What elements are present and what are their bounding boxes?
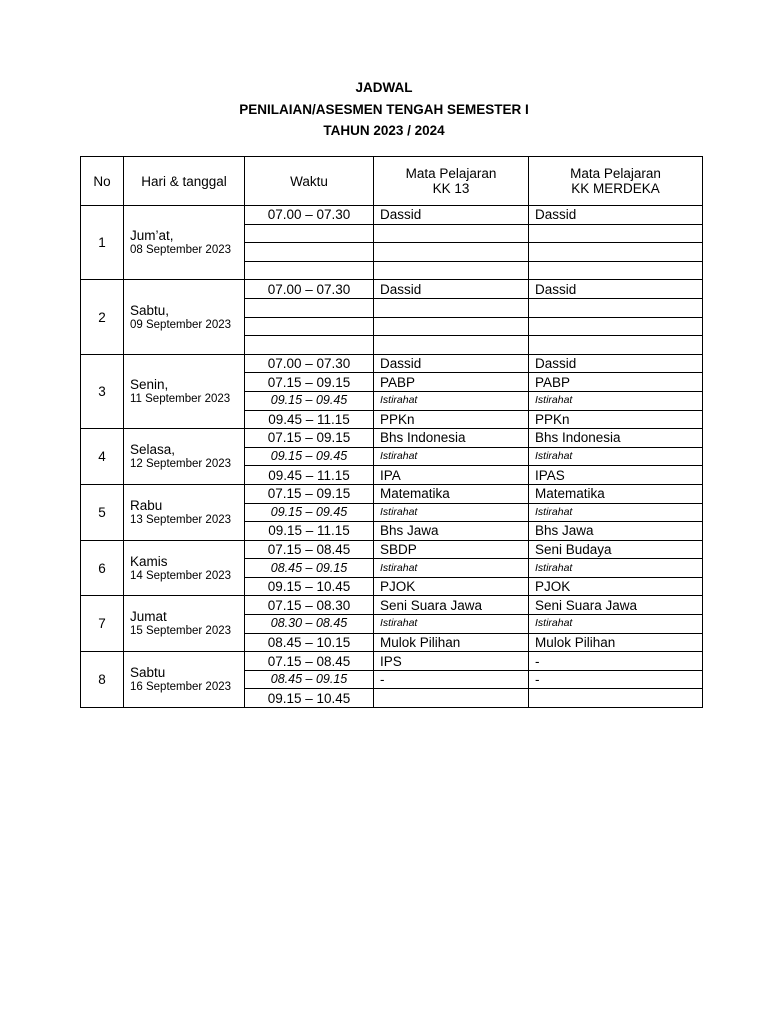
day-cell bbox=[124, 206, 245, 280]
row-number: 5 bbox=[81, 484, 124, 540]
table-row bbox=[81, 652, 703, 671]
row-number: 1 bbox=[81, 206, 124, 280]
time-cell: 09.15 – 10.45 bbox=[245, 577, 374, 596]
header-no: No bbox=[81, 157, 124, 206]
subject-merdeka-cell: Istirahat bbox=[529, 391, 703, 410]
table-row bbox=[81, 354, 703, 373]
title-line-2: PENILAIAN/ASESMEN TENGAH SEMESTER I bbox=[239, 101, 529, 117]
header-kk13-line1: Mata Pelajaran bbox=[405, 166, 497, 181]
row-number: 7 bbox=[81, 596, 124, 652]
time-cell bbox=[245, 336, 374, 355]
time-cell: 09.15 – 09.45 bbox=[245, 391, 374, 410]
subject-kk13-cell bbox=[374, 689, 529, 708]
table-header-row bbox=[81, 157, 703, 206]
subject-merdeka-cell: PJOK bbox=[529, 577, 703, 596]
day-cell bbox=[124, 484, 245, 540]
schedule-table bbox=[80, 156, 703, 708]
day-date: 11 September 2023 bbox=[130, 392, 231, 405]
time-cell: 07.15 – 08.45 bbox=[245, 652, 374, 671]
subject-kk13-cell bbox=[374, 298, 529, 317]
time-cell: 09.15 – 09.45 bbox=[245, 503, 374, 522]
subject-kk13-cell: Matematika bbox=[374, 484, 529, 503]
subject-merdeka-cell: Mulok Pilihan bbox=[529, 633, 703, 652]
day-name: Sabtu, bbox=[130, 302, 170, 318]
table-row bbox=[81, 596, 703, 615]
header-merdeka-line1: Mata Pelajaran bbox=[570, 166, 661, 181]
day-date: 16 September 2023 bbox=[130, 681, 232, 694]
header-day: Hari & tanggal bbox=[124, 157, 245, 206]
day-cell bbox=[124, 354, 245, 428]
subject-merdeka-cell: Istirahat bbox=[529, 503, 703, 522]
time-cell bbox=[245, 243, 374, 262]
document-header bbox=[0, 77, 768, 142]
header-merdeka-line2: KK MERDEKA bbox=[571, 181, 660, 196]
table-row bbox=[81, 280, 703, 299]
time-cell: 09.15 – 09.45 bbox=[245, 447, 374, 466]
subject-merdeka-cell bbox=[529, 336, 703, 355]
subject-kk13-cell bbox=[374, 224, 529, 243]
day-name: Jumat bbox=[130, 609, 167, 625]
time-cell: 07.00 – 07.30 bbox=[245, 280, 374, 299]
header-merdeka bbox=[529, 157, 703, 206]
subject-kk13-cell: Dassid bbox=[374, 354, 529, 373]
time-cell: 08.45 – 09.15 bbox=[245, 670, 374, 689]
time-cell: 09.45 – 11.15 bbox=[245, 466, 374, 485]
day-name: Kamis bbox=[130, 553, 168, 569]
time-cell bbox=[245, 317, 374, 336]
subject-merdeka-cell bbox=[529, 243, 703, 262]
time-cell: 07.15 – 09.15 bbox=[245, 373, 374, 392]
subject-kk13-cell: Istirahat bbox=[374, 503, 529, 522]
subject-merdeka-cell: IPAS bbox=[529, 466, 703, 485]
time-cell: 07.15 – 09.15 bbox=[245, 484, 374, 503]
day-name: Selasa, bbox=[130, 442, 176, 458]
time-cell: 07.15 – 08.30 bbox=[245, 596, 374, 615]
day-date: 09 September 2023 bbox=[130, 318, 232, 331]
subject-kk13-cell bbox=[374, 317, 529, 336]
time-cell: 07.00 – 07.30 bbox=[245, 354, 374, 373]
time-cell: 08.45 – 09.15 bbox=[245, 559, 374, 578]
row-number: 4 bbox=[81, 429, 124, 485]
time-cell bbox=[245, 298, 374, 317]
header-kk13-line2: KK 13 bbox=[432, 181, 470, 196]
subject-merdeka-cell: Istirahat bbox=[529, 559, 703, 578]
subject-merdeka-cell: PPKn bbox=[529, 410, 703, 429]
row-number: 6 bbox=[81, 540, 124, 596]
subject-kk13-cell: Bhs Jawa bbox=[374, 522, 529, 541]
subject-merdeka-cell bbox=[529, 317, 703, 336]
subject-merdeka-cell: Dassid bbox=[529, 280, 703, 299]
subject-merdeka-cell: Matematika bbox=[529, 484, 703, 503]
subject-kk13-cell: - bbox=[374, 670, 529, 689]
table-row bbox=[81, 540, 703, 559]
day-cell bbox=[124, 596, 245, 652]
day-cell bbox=[124, 540, 245, 596]
header-time: Waktu bbox=[245, 157, 374, 206]
subject-kk13-cell: Istirahat bbox=[374, 559, 529, 578]
day-cell bbox=[124, 429, 245, 485]
subject-merdeka-cell: Dassid bbox=[529, 206, 703, 225]
table-row bbox=[81, 484, 703, 503]
row-number: 3 bbox=[81, 354, 124, 428]
table-body bbox=[81, 206, 703, 708]
title-line-3: TAHUN 2023 / 2024 bbox=[323, 123, 445, 138]
day-date: 15 September 2023 bbox=[130, 625, 232, 638]
time-cell: 07.00 – 07.30 bbox=[245, 206, 374, 225]
subject-kk13-cell: Seni Suara Jawa bbox=[374, 596, 529, 615]
subject-merdeka-cell: - bbox=[529, 670, 703, 689]
day-name: Sabtu bbox=[130, 665, 166, 681]
subject-kk13-cell: Mulok Pilihan bbox=[374, 633, 529, 652]
subject-merdeka-cell bbox=[529, 689, 703, 708]
subject-merdeka-cell: PABP bbox=[529, 373, 703, 392]
time-cell: 08.45 – 10.15 bbox=[245, 633, 374, 652]
subject-kk13-cell bbox=[374, 261, 529, 280]
subject-merdeka-cell bbox=[529, 224, 703, 243]
subject-merdeka-cell: Bhs Jawa bbox=[529, 522, 703, 541]
day-name: Rabu bbox=[130, 497, 163, 513]
subject-merdeka-cell bbox=[529, 298, 703, 317]
subject-kk13-cell: Dassid bbox=[374, 206, 529, 225]
subject-kk13-cell: Istirahat bbox=[374, 447, 529, 466]
subject-merdeka-cell: Istirahat bbox=[529, 615, 703, 634]
subject-kk13-cell: PPKn bbox=[374, 410, 529, 429]
subject-merdeka-cell: Dassid bbox=[529, 354, 703, 373]
subject-merdeka-cell: Seni Budaya bbox=[529, 540, 703, 559]
subject-kk13-cell: Dassid bbox=[374, 280, 529, 299]
subject-kk13-cell: IPA bbox=[374, 466, 529, 485]
header-kk13 bbox=[374, 157, 529, 206]
subject-merdeka-cell: Seni Suara Jawa bbox=[529, 596, 703, 615]
day-date: 08 September 2023 bbox=[130, 244, 232, 257]
subject-merdeka-cell: - bbox=[529, 652, 703, 671]
table-row bbox=[81, 206, 703, 225]
subject-kk13-cell: Istirahat bbox=[374, 391, 529, 410]
day-date: 12 September 2023 bbox=[130, 458, 232, 471]
time-cell bbox=[245, 224, 374, 243]
title-line-1: JADWAL bbox=[355, 80, 413, 95]
time-cell: 09.15 – 11.15 bbox=[245, 522, 374, 541]
time-cell bbox=[245, 261, 374, 280]
day-date: 14 September 2023 bbox=[130, 569, 232, 582]
subject-kk13-cell: PJOK bbox=[374, 577, 529, 596]
subject-kk13-cell: IPS bbox=[374, 652, 529, 671]
subject-kk13-cell: SBDP bbox=[374, 540, 529, 559]
subject-merdeka-cell: Bhs Indonesia bbox=[529, 429, 703, 448]
row-number: 8 bbox=[81, 652, 124, 708]
subject-kk13-cell bbox=[374, 336, 529, 355]
subject-kk13-cell: Istirahat bbox=[374, 615, 529, 634]
time-cell: 09.45 – 11.15 bbox=[245, 410, 374, 429]
table-row bbox=[81, 429, 703, 448]
subject-merdeka-cell: Istirahat bbox=[529, 447, 703, 466]
time-cell: 09.15 – 10.45 bbox=[245, 689, 374, 708]
subject-kk13-cell: Bhs Indonesia bbox=[374, 429, 529, 448]
day-cell bbox=[124, 652, 245, 708]
subject-kk13-cell bbox=[374, 243, 529, 262]
row-number: 2 bbox=[81, 280, 124, 354]
time-cell: 07.15 – 08.45 bbox=[245, 540, 374, 559]
time-cell: 07.15 – 09.15 bbox=[245, 429, 374, 448]
day-name: Jum’at, bbox=[130, 228, 174, 244]
day-cell bbox=[124, 280, 245, 354]
subject-merdeka-cell bbox=[529, 261, 703, 280]
subject-kk13-cell: PABP bbox=[374, 373, 529, 392]
time-cell: 08.30 – 08.45 bbox=[245, 615, 374, 634]
day-name: Senin, bbox=[130, 376, 169, 392]
day-date: 13 September 2023 bbox=[130, 513, 232, 526]
